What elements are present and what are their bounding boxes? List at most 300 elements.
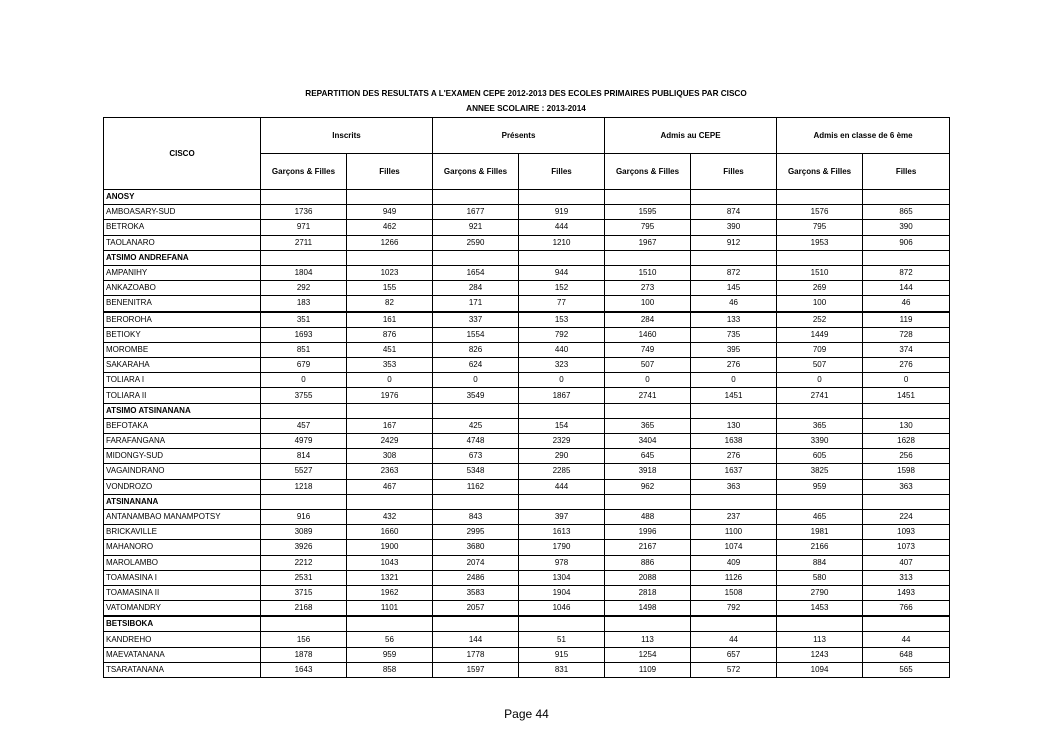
cisco-name: MIDONGY-SUD <box>104 449 261 464</box>
value-cell: 1449 <box>777 327 863 342</box>
table-body <box>104 190 950 678</box>
empty-cell <box>519 190 605 205</box>
value-cell: 1953 <box>777 235 863 250</box>
empty-cell <box>691 494 777 509</box>
table-row <box>104 509 950 524</box>
value-cell: 2088 <box>605 570 691 585</box>
empty-cell <box>261 250 347 265</box>
value-cell: 1508 <box>691 585 777 600</box>
value-cell: 645 <box>605 449 691 464</box>
empty-cell <box>433 494 519 509</box>
empty-cell <box>519 250 605 265</box>
table-row <box>104 434 950 449</box>
table-row <box>104 220 950 235</box>
value-cell: 273 <box>605 281 691 296</box>
value-cell: 153 <box>519 312 605 328</box>
empty-cell <box>519 494 605 509</box>
value-cell: 167 <box>347 418 433 433</box>
value-cell: 916 <box>261 509 347 524</box>
value-cell: 82 <box>347 296 433 312</box>
value-cell: 749 <box>605 342 691 357</box>
value-cell: 2590 <box>433 235 519 250</box>
empty-cell <box>433 616 519 632</box>
value-cell: 2285 <box>519 464 605 479</box>
empty-cell <box>777 190 863 205</box>
value-cell: 1498 <box>605 601 691 617</box>
title-block <box>103 86 949 116</box>
cisco-name: BETROKA <box>104 220 261 235</box>
cisco-name: BETIOKY <box>104 327 261 342</box>
school-year: ANNEE SCOLAIRE : 2013-2014 <box>466 104 586 113</box>
value-cell: 1023 <box>347 265 433 280</box>
empty-cell <box>777 494 863 509</box>
region-name: ANOSY <box>104 190 261 205</box>
value-cell: 4748 <box>433 434 519 449</box>
cisco-name: BEFOTAKA <box>104 418 261 433</box>
value-cell: 0 <box>777 373 863 388</box>
value-cell: 1043 <box>347 555 433 570</box>
value-cell: 1101 <box>347 601 433 617</box>
value-cell: 0 <box>691 373 777 388</box>
value-cell: 728 <box>863 327 950 342</box>
region-row <box>104 250 950 265</box>
value-cell: 3404 <box>605 434 691 449</box>
value-cell: 154 <box>519 418 605 433</box>
value-cell: 912 <box>691 235 777 250</box>
value-cell: 144 <box>433 632 519 647</box>
value-cell: 971 <box>261 220 347 235</box>
value-cell: 2212 <box>261 555 347 570</box>
value-cell: 1304 <box>519 570 605 585</box>
value-cell: 0 <box>519 373 605 388</box>
value-cell: 224 <box>863 509 950 524</box>
group-header-presents: Présents <box>433 118 605 154</box>
empty-cell <box>863 403 950 418</box>
cisco-name: VONDROZO <box>104 479 261 494</box>
value-cell: 624 <box>433 358 519 373</box>
value-cell: 795 <box>777 220 863 235</box>
value-cell: 0 <box>605 373 691 388</box>
value-cell: 337 <box>433 312 519 328</box>
cisco-name: TOAMASINA II <box>104 585 261 600</box>
value-cell: 1093 <box>863 525 950 540</box>
cisco-name: ANKAZOABO <box>104 281 261 296</box>
subheader: Garçons & Filles <box>777 154 863 190</box>
region-name: ATSINANANA <box>104 494 261 509</box>
value-cell: 959 <box>347 647 433 662</box>
report-title: REPARTITION DES RESULTATS A L'EXAMEN CEPE 2012-2013 DES ECOLES PRIMAIRES PUBLIQUES PAR CISCO <box>305 89 747 98</box>
value-cell: 161 <box>347 312 433 328</box>
cisco-name: TSARATANANA <box>104 662 261 677</box>
value-cell: 390 <box>691 220 777 235</box>
value-cell: 171 <box>433 296 519 312</box>
value-cell: 365 <box>777 418 863 433</box>
value-cell: 425 <box>433 418 519 433</box>
table-row <box>104 281 950 296</box>
value-cell: 395 <box>691 342 777 357</box>
cisco-name: BRICKAVILLE <box>104 525 261 540</box>
value-cell: 2531 <box>261 570 347 585</box>
value-cell: 872 <box>863 265 950 280</box>
value-cell: 152 <box>519 281 605 296</box>
value-cell: 605 <box>777 449 863 464</box>
table-row <box>104 418 950 433</box>
value-cell: 3715 <box>261 585 347 600</box>
value-cell: 1904 <box>519 585 605 600</box>
value-cell: 565 <box>863 662 950 677</box>
value-cell: 145 <box>691 281 777 296</box>
value-cell: 1210 <box>519 235 605 250</box>
value-cell: 2790 <box>777 585 863 600</box>
value-cell: 814 <box>261 449 347 464</box>
table-row <box>104 358 950 373</box>
table-row <box>104 632 950 647</box>
table-row <box>104 373 950 388</box>
empty-cell <box>691 616 777 632</box>
value-cell: 183 <box>261 296 347 312</box>
value-cell: 851 <box>261 342 347 357</box>
value-cell: 886 <box>605 555 691 570</box>
value-cell: 100 <box>777 296 863 312</box>
value-cell: 826 <box>433 342 519 357</box>
value-cell: 3583 <box>433 585 519 600</box>
subheader: Filles <box>691 154 777 190</box>
header-row-groups <box>104 118 950 154</box>
value-cell: 290 <box>519 449 605 464</box>
value-cell: 51 <box>519 632 605 647</box>
value-cell: 1510 <box>777 265 863 280</box>
region-row <box>104 494 950 509</box>
empty-cell <box>433 250 519 265</box>
value-cell: 363 <box>863 479 950 494</box>
table-row <box>104 342 950 357</box>
value-cell: 444 <box>519 479 605 494</box>
empty-cell <box>863 190 950 205</box>
value-cell: 1100 <box>691 525 777 540</box>
empty-cell <box>261 403 347 418</box>
subheader: Filles <box>519 154 605 190</box>
value-cell: 3680 <box>433 540 519 555</box>
value-cell: 843 <box>433 509 519 524</box>
cisco-name: FARAFANGANA <box>104 434 261 449</box>
value-cell: 2363 <box>347 464 433 479</box>
value-cell: 876 <box>347 327 433 342</box>
empty-cell <box>777 403 863 418</box>
empty-cell <box>691 250 777 265</box>
value-cell: 1693 <box>261 327 347 342</box>
cisco-name: VATOMANDRY <box>104 601 261 617</box>
value-cell: 144 <box>863 281 950 296</box>
value-cell: 113 <box>605 632 691 647</box>
value-cell: 276 <box>691 449 777 464</box>
value-cell: 130 <box>691 418 777 433</box>
empty-cell <box>605 616 691 632</box>
value-cell: 2168 <box>261 601 347 617</box>
value-cell: 709 <box>777 342 863 357</box>
cisco-name: MAEVATANANA <box>104 647 261 662</box>
value-cell: 432 <box>347 509 433 524</box>
value-cell: 874 <box>691 205 777 220</box>
value-cell: 572 <box>691 662 777 677</box>
group-header-admis-cepe: Admis au CEPE <box>605 118 777 154</box>
value-cell: 3755 <box>261 388 347 403</box>
value-cell: 77 <box>519 296 605 312</box>
value-cell: 1595 <box>605 205 691 220</box>
value-cell: 2741 <box>605 388 691 403</box>
empty-cell <box>347 403 433 418</box>
table-row <box>104 662 950 677</box>
cisco-name: VAGAINDRANO <box>104 464 261 479</box>
value-cell: 353 <box>347 358 433 373</box>
empty-cell <box>261 616 347 632</box>
value-cell: 3089 <box>261 525 347 540</box>
table-row <box>104 570 950 585</box>
cisco-name: BENENITRA <box>104 296 261 312</box>
table-row <box>104 525 950 540</box>
value-cell: 1962 <box>347 585 433 600</box>
table-row <box>104 235 950 250</box>
value-cell: 1576 <box>777 205 863 220</box>
value-cell: 1046 <box>519 601 605 617</box>
cisco-name: KANDREHO <box>104 632 261 647</box>
value-cell: 1321 <box>347 570 433 585</box>
value-cell: 365 <box>605 418 691 433</box>
value-cell: 792 <box>519 327 605 342</box>
value-cell: 3926 <box>261 540 347 555</box>
region-name: ATSIMO ANDREFANA <box>104 250 261 265</box>
value-cell: 252 <box>777 312 863 328</box>
value-cell: 1510 <box>605 265 691 280</box>
value-cell: 884 <box>777 555 863 570</box>
value-cell: 4979 <box>261 434 347 449</box>
value-cell: 2057 <box>433 601 519 617</box>
cisco-name: AMBOASARY-SUD <box>104 205 261 220</box>
value-cell: 1643 <box>261 662 347 677</box>
group-header-inscrits: Inscrits <box>261 118 433 154</box>
value-cell: 5527 <box>261 464 347 479</box>
value-cell: 269 <box>777 281 863 296</box>
value-cell: 363 <box>691 479 777 494</box>
value-cell: 113 <box>777 632 863 647</box>
value-cell: 374 <box>863 342 950 357</box>
empty-cell <box>605 403 691 418</box>
value-cell: 2167 <box>605 540 691 555</box>
table-row <box>104 312 950 328</box>
subheader: Filles <box>863 154 950 190</box>
region-row <box>104 190 950 205</box>
cisco-name: TOLIARA II <box>104 388 261 403</box>
value-cell: 3825 <box>777 464 863 479</box>
table-row <box>104 479 950 494</box>
value-cell: 156 <box>261 632 347 647</box>
value-cell: 100 <box>605 296 691 312</box>
value-cell: 119 <box>863 312 950 328</box>
value-cell: 444 <box>519 220 605 235</box>
value-cell: 673 <box>433 449 519 464</box>
value-cell: 467 <box>347 479 433 494</box>
value-cell: 1867 <box>519 388 605 403</box>
value-cell: 766 <box>863 601 950 617</box>
value-cell: 906 <box>863 235 950 250</box>
value-cell: 440 <box>519 342 605 357</box>
table-row <box>104 555 950 570</box>
value-cell: 507 <box>605 358 691 373</box>
value-cell: 1660 <box>347 525 433 540</box>
empty-cell <box>347 494 433 509</box>
value-cell: 1598 <box>863 464 950 479</box>
value-cell: 1243 <box>777 647 863 662</box>
value-cell: 1493 <box>863 585 950 600</box>
cisco-name: TOAMASINA I <box>104 570 261 585</box>
value-cell: 465 <box>777 509 863 524</box>
value-cell: 795 <box>605 220 691 235</box>
value-cell: 1790 <box>519 540 605 555</box>
value-cell: 276 <box>863 358 950 373</box>
value-cell: 1109 <box>605 662 691 677</box>
empty-cell <box>433 190 519 205</box>
value-cell: 397 <box>519 509 605 524</box>
empty-cell <box>519 616 605 632</box>
cisco-header: CISCO <box>104 118 261 190</box>
value-cell: 1981 <box>777 525 863 540</box>
value-cell: 1218 <box>261 479 347 494</box>
empty-cell <box>605 250 691 265</box>
empty-cell <box>347 190 433 205</box>
empty-cell <box>605 494 691 509</box>
table-row <box>104 540 950 555</box>
value-cell: 648 <box>863 647 950 662</box>
table-row <box>104 205 950 220</box>
value-cell: 978 <box>519 555 605 570</box>
value-cell: 451 <box>347 342 433 357</box>
value-cell: 46 <box>691 296 777 312</box>
empty-cell <box>605 190 691 205</box>
value-cell: 1976 <box>347 388 433 403</box>
cisco-name: ANTANAMBAO MANAMPOTSY <box>104 509 261 524</box>
empty-cell <box>691 190 777 205</box>
value-cell: 284 <box>605 312 691 328</box>
value-cell: 1460 <box>605 327 691 342</box>
results-table <box>103 117 950 678</box>
value-cell: 1613 <box>519 525 605 540</box>
value-cell: 1900 <box>347 540 433 555</box>
value-cell: 1878 <box>261 647 347 662</box>
value-cell: 155 <box>347 281 433 296</box>
value-cell: 2074 <box>433 555 519 570</box>
value-cell: 865 <box>863 205 950 220</box>
empty-cell <box>691 403 777 418</box>
value-cell: 1996 <box>605 525 691 540</box>
table-row <box>104 388 950 403</box>
value-cell: 284 <box>433 281 519 296</box>
empty-cell <box>863 494 950 509</box>
table-row <box>104 265 950 280</box>
value-cell: 2741 <box>777 388 863 403</box>
value-cell: 323 <box>519 358 605 373</box>
value-cell: 1451 <box>691 388 777 403</box>
empty-cell <box>433 403 519 418</box>
value-cell: 679 <box>261 358 347 373</box>
subheader: Filles <box>347 154 433 190</box>
empty-cell <box>863 250 950 265</box>
value-cell: 488 <box>605 509 691 524</box>
value-cell: 1094 <box>777 662 863 677</box>
value-cell: 133 <box>691 312 777 328</box>
region-name: BETSIBOKA <box>104 616 261 632</box>
table-row <box>104 464 950 479</box>
value-cell: 1162 <box>433 479 519 494</box>
value-cell: 962 <box>605 479 691 494</box>
value-cell: 872 <box>691 265 777 280</box>
empty-cell <box>261 190 347 205</box>
value-cell: 1126 <box>691 570 777 585</box>
empty-cell <box>347 250 433 265</box>
value-cell: 1778 <box>433 647 519 662</box>
value-cell: 407 <box>863 555 950 570</box>
value-cell: 735 <box>691 327 777 342</box>
table-row <box>104 647 950 662</box>
value-cell: 2711 <box>261 235 347 250</box>
value-cell: 46 <box>863 296 950 312</box>
value-cell: 2818 <box>605 585 691 600</box>
value-cell: 959 <box>777 479 863 494</box>
value-cell: 1677 <box>433 205 519 220</box>
value-cell: 1266 <box>347 235 433 250</box>
value-cell: 1967 <box>605 235 691 250</box>
value-cell: 3918 <box>605 464 691 479</box>
value-cell: 1628 <box>863 434 950 449</box>
region-row <box>104 403 950 418</box>
table-row <box>104 601 950 617</box>
cisco-name: MAHANORO <box>104 540 261 555</box>
value-cell: 130 <box>863 418 950 433</box>
value-cell: 858 <box>347 662 433 677</box>
value-cell: 2429 <box>347 434 433 449</box>
value-cell: 1554 <box>433 327 519 342</box>
empty-cell <box>863 616 950 632</box>
value-cell: 2995 <box>433 525 519 540</box>
page-number: Page 44 <box>504 707 549 721</box>
value-cell: 0 <box>863 373 950 388</box>
region-row <box>104 616 950 632</box>
value-cell: 0 <box>261 373 347 388</box>
value-cell: 237 <box>691 509 777 524</box>
value-cell: 44 <box>691 632 777 647</box>
cisco-name: TOLIARA I <box>104 373 261 388</box>
value-cell: 1736 <box>261 205 347 220</box>
empty-cell <box>777 250 863 265</box>
cisco-name: MOROMBE <box>104 342 261 357</box>
value-cell: 2166 <box>777 540 863 555</box>
value-cell: 919 <box>519 205 605 220</box>
value-cell: 276 <box>691 358 777 373</box>
value-cell: 1073 <box>863 540 950 555</box>
value-cell: 351 <box>261 312 347 328</box>
value-cell: 580 <box>777 570 863 585</box>
value-cell: 1597 <box>433 662 519 677</box>
cisco-name: AMPANIHY <box>104 265 261 280</box>
value-cell: 2486 <box>433 570 519 585</box>
table-row <box>104 327 950 342</box>
value-cell: 457 <box>261 418 347 433</box>
value-cell: 2329 <box>519 434 605 449</box>
value-cell: 949 <box>347 205 433 220</box>
table-row <box>104 585 950 600</box>
table-row <box>104 296 950 312</box>
value-cell: 792 <box>691 601 777 617</box>
value-cell: 1804 <box>261 265 347 280</box>
empty-cell <box>519 403 605 418</box>
